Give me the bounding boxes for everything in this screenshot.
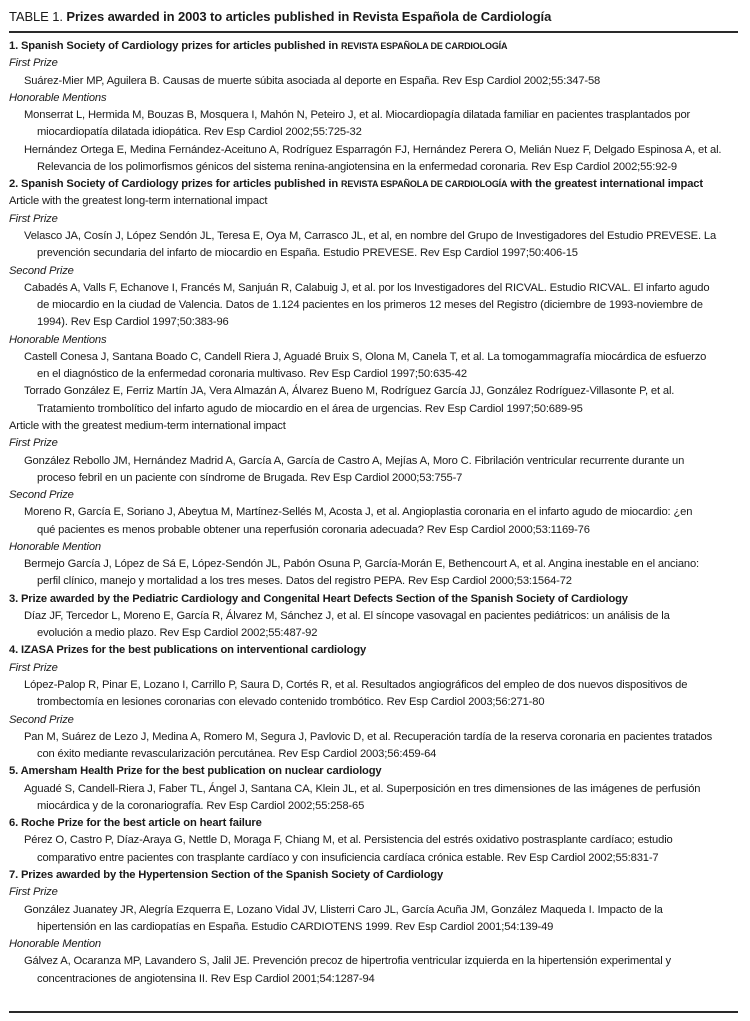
reference-continuation: proceso febril en un paciente con síndrome de Brugada. Rev Esp Cardiol 2000;53:755-7	[37, 471, 463, 484]
reference-continuation: concentraciones de angiotensina II. Rev Esp Cardiol 2001;54:1287-94	[37, 972, 375, 985]
table-label: TABLE 1.	[9, 9, 63, 24]
reference-continuation: trombectomía en lesiones coronarias con elevado contenido trombótico. Rev Esp Cardiol 2003;56:271-80	[37, 696, 545, 709]
reference-line: González Juanatey JR, Alegría Ezquerra E, Lozano Vidal JV, Llisterri Caro JL, García Acuña JM, González Maqueda I. Impacto de la	[24, 903, 663, 916]
section-heading-text: 3. Prize awarded by the Pediatric Cardiology and Congenital Heart Defects Section of the Spanish Society of Cardiology	[9, 592, 628, 605]
reference-line: Monserrat L, Hermida M, Bouzas B, Mosquera I, Mahón N, Peteiro J, et al. Miocardiopagía dilatada familiar en pacientes trasplantados por	[24, 109, 691, 122]
reference-continuation: 1994). Rev Esp Cardiol 1997;50:383-96	[37, 316, 229, 329]
prize-label: Second Prize	[9, 264, 74, 277]
prize-label: First Prize	[9, 57, 58, 70]
prize-label: First Prize	[9, 437, 58, 450]
section-heading	[9, 38, 744, 55]
reference-line: Hernández Ortega E, Medina Fernández-Aceituno A, Rodríguez Esparragón FJ, Hernández Perera O, Melián Nuez F, Delgado Espinosa A, et al.	[24, 143, 722, 156]
prize-label: First Prize	[9, 661, 58, 674]
section-heading-text: 1. Spanish Society of Cardiology prizes for articles published in	[9, 40, 342, 52]
reference-line: Velasco JA, Cosín J, López Sendón JL, Teresa E, Oya M, Carrasco JL, et al, en nombre del Grupo de Investigadores del Estudio PREVESE. La	[24, 230, 717, 242]
section-heading-suffix: with the greatest international impact	[507, 178, 703, 191]
reference-continuation: Relevancia de los polimorfismos génicos del sistema renina-angiotensina en la enfermedad coronaria. Rev Esp Cardiol 2002;55:92-9	[37, 160, 677, 173]
reference-continuation: Tratamiento trombolítico del infarto agudo de miocardio en el área de urgencias. Rev Esp Cardiol 1997;50:689-95	[37, 402, 583, 415]
reference-continuation: en el diagnóstico de la enfermedad coronaria multivaso. Rev Esp Cardiol 1997;50:635-42	[37, 368, 467, 381]
section-heading	[9, 867, 744, 884]
reference-continuation: prevención secundaria del infarto de miocardio en España. Estudio PREVESE. Rev Esp Cardiol 1997;50:406-15	[37, 247, 578, 260]
prize-label: Honorable Mentions	[9, 91, 107, 104]
prize-label: First Prize	[9, 212, 58, 225]
section-heading-text: 5. Amersham Health Prize for the best publication on nuclear cardiology	[9, 765, 382, 778]
prize-label: Honorable Mention	[9, 540, 101, 553]
table-caption	[9, 9, 551, 24]
reference-line: Moreno R, García E, Soriano J, Abeytua M, Martínez-Sellés M, Acosta J, et al. Angioplastia coronaria en el infarto agudo de miocardio: ¿en	[24, 506, 693, 519]
reference-line: Suárez-Mier MP, Aguilera B. Causas de muerte súbita asociada al deporte en España. Rev Esp Cardiol 2002;55:347-58	[24, 74, 601, 87]
table-title: Prizes awarded in 2003 to articles published in Revista Española de Cardiología	[66, 9, 552, 24]
reference-line: González Rebollo JM, Hernández Madrid A, García A, García de Castro A, Mejías A, Moro C. Fibrilación ventricular recurrente durante un	[24, 454, 685, 467]
reference-continuation: miocardiopatía dilatada idiopática. Rev Esp Cardiol 2002;55:725-32	[37, 126, 362, 139]
prize-label: Honorable Mention	[9, 938, 101, 950]
reference-line: Bermejo García J, López de Sá E, López-Sendón JL, Pabón Osuna P, García-Morán E, Bethencourt A, et al. Angina inestable en el anciano:	[24, 558, 699, 571]
reference-continuation: hipertensión en las cardiopatías en España. Estudio CARDIOTENS 1999. Rev Esp Cardiol 2001;54:139-49	[37, 920, 554, 933]
prize-label: Second Prize	[9, 713, 74, 726]
section-heading-text: 6. Roche Prize for the best article on heart failure	[9, 817, 262, 830]
top-rule	[9, 31, 738, 33]
reference-line: Aguadé S, Candell-Riera J, Faber TL, Ángel J, Santana CA, Klein JL, et al. Superposición en tres dimensiones de las imágenes de perfusión	[24, 782, 701, 795]
section-heading	[9, 176, 744, 193]
reference-continuation: miocárdica y de la coronariografía. Rev Esp Cardiol 2002;55:258-65	[37, 799, 365, 812]
reference-line: Pan M, Suárez de Lezo J, Medina A, Romero M, Segura J, Pavlovic D, et al. Recuperación tardía de la reserva coronaria en pacientes tratados	[24, 730, 713, 743]
subsection-label: Article with the greatest medium-term international impact	[9, 419, 286, 432]
reference-line: López-Palop R, Pinar E, Lozano I, Carrillo P, Saura D, Cortés R, et al. Resultados angiográficos del empleo de dos nuevos dispositivos de	[24, 679, 688, 691]
section-heading	[9, 815, 744, 832]
reference-line: Torrado González E, Ferriz Martín JA, Vera Almazán A, Álvarez Bueno M, Rodríguez García JJ, González Rodríguez-Villasonte P, et al.	[24, 385, 675, 398]
reference-continuation: comparativo entre pacientes con trasplante cardíaco y con insuficiencia cardíaca crónica estable. Rev Esp Cardiol 2002;55:831-7	[37, 851, 659, 864]
bottom-rule	[9, 1011, 738, 1013]
section-heading	[9, 763, 744, 780]
reference-line: Díaz JF, Tercedor L, Moreno E, García R, Álvarez M, Sánchez J, et al. El síncope vasovagal en pacientes pediátricos: un análisis de la	[24, 609, 670, 622]
reference-line: Pérez O, Castro P, Díaz-Araya G, Nettle D, Moraga F, Chiang M, et al. Persistencia del estrés oxidativo postrasplante cardíaco; estudio	[24, 834, 673, 847]
subsection-label: Article with the greatest long-term international impact	[9, 195, 268, 208]
reference-continuation: evolución a medio plazo. Rev Esp Cardiol 2002;55:487-92	[37, 627, 318, 640]
reference-continuation: con éxito mediante revascularización percutánea. Rev Esp Cardiol 2003;56:459-64	[37, 748, 437, 761]
section-heading-text: 7. Prizes awarded by the Hypertension Section of the Spanish Society of Cardiology	[9, 869, 444, 881]
section-heading-text: 4. IZASA Prizes for the best publications on interventional cardiology	[9, 644, 367, 657]
reference-line: Castell Conesa J, Santana Boado C, Candell Riera J, Aguadé Bruix S, Olona M, Canela T, et al. La tomogammagrafía miocárdica de esfuerzo	[24, 350, 707, 363]
reference-continuation: perfil clínico, manejo y mortalidad a los tres meses. Datos del registro PEPA. Rev Esp Cardiol 2000;53:1564-72	[37, 575, 572, 588]
section-heading-text: 2. Spanish Society of Cardiology prizes for articles published in	[9, 178, 342, 191]
reference-continuation: qué pacientes es menos probable obtener una reperfusión coronaria adecuada? Rev Esp Cardiol 2000;53:1169-76	[37, 523, 590, 536]
journal-name: REVISTA ESPAÑOLA DE CARDIOLOGÍA	[341, 179, 508, 190]
prize-label: First Prize	[9, 886, 58, 899]
section-heading	[9, 591, 744, 608]
reference-line: Cabadés A, Valls F, Echanove I, Francés M, Sanjuán R, Calabuig J, et al. por los Investigadores del RICVAL. Estudio RICVAL. El infarto agudo	[24, 281, 710, 294]
reference-line: Gálvez A, Ocaranza MP, Lavandero S, Jalil JE. Prevención precoz de hipertrofia ventricular izquierda en la hipertensión experimental y	[24, 955, 671, 968]
prize-label: Second Prize	[9, 489, 74, 501]
prize-label: Honorable Mentions	[9, 333, 107, 346]
journal-name: REVISTA ESPAÑOLA DE CARDIOLOGÍA	[341, 41, 508, 51]
reference-continuation: de miocardio en la ciudad de Valencia. Datos de 1.124 pacientes en los primeros 12 meses del Registro (diciembre de 1993-noviembre de	[37, 299, 703, 312]
section-heading	[9, 642, 744, 659]
